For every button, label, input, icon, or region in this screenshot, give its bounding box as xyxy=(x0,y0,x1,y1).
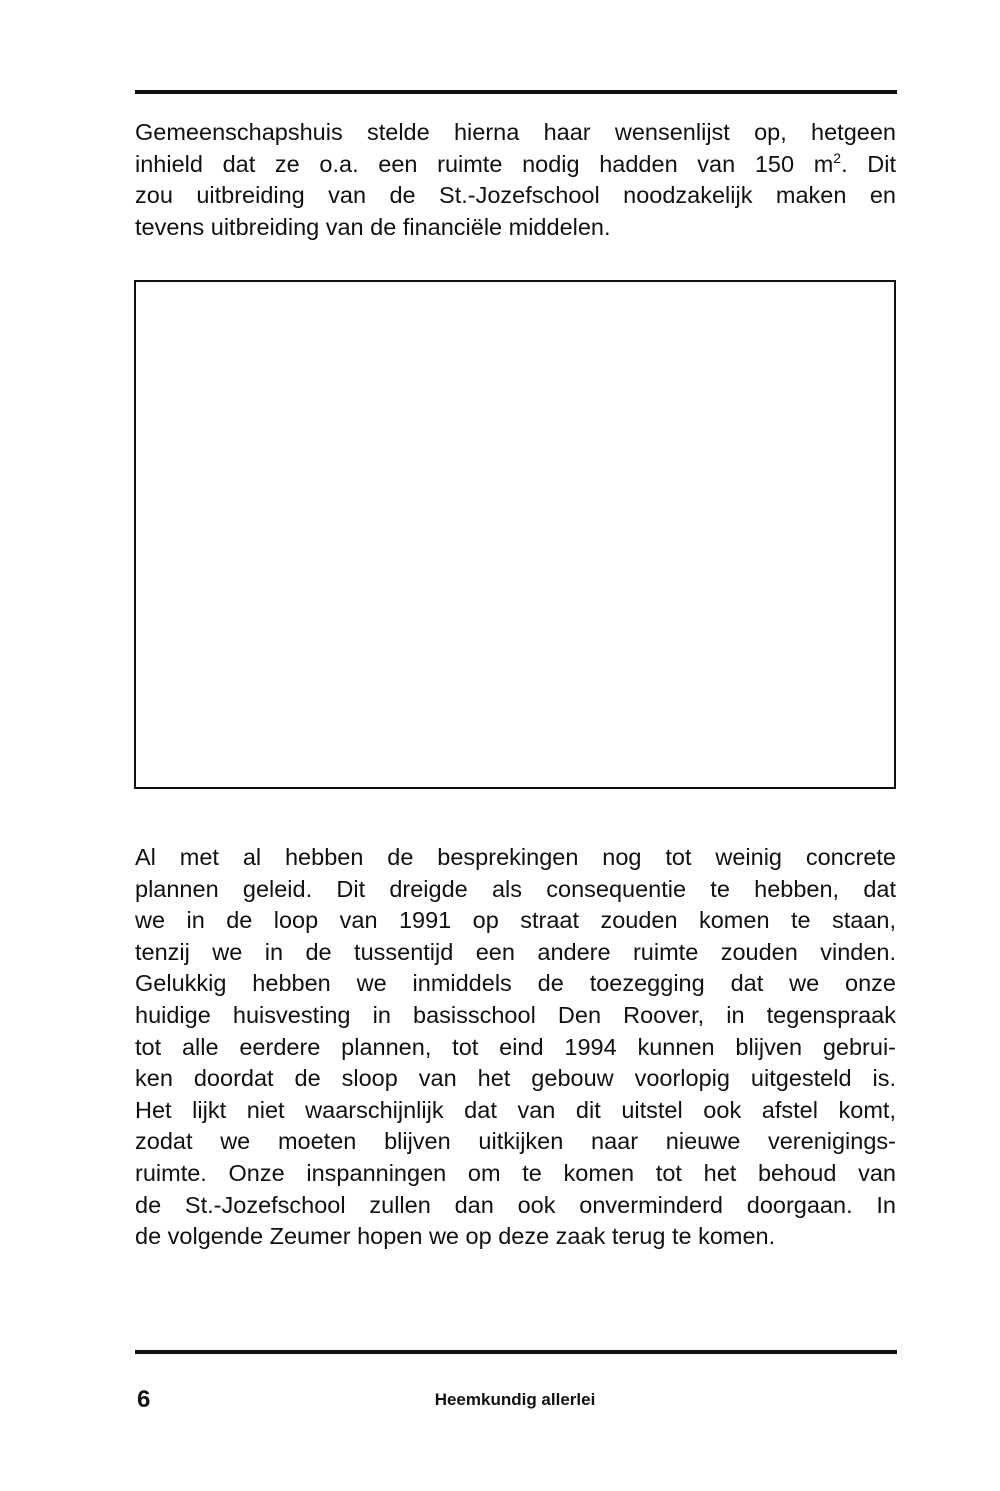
text-line: zodat we moeten blijven uitkijken naar nieuwe verenigings- xyxy=(135,1128,896,1155)
text-line: Al met al hebben de besprekingen nog tot weinig concrete xyxy=(135,844,896,870)
text-line: de volgende Zeumer hopen we op deze zaak terug te komen. xyxy=(135,1223,776,1250)
superscript: 2 xyxy=(833,149,842,166)
top-rule xyxy=(135,90,897,94)
text-line: ken doordat de sloop van het gebouw voorlopig uitgesteld is. xyxy=(135,1065,896,1092)
bottom-rule xyxy=(135,1350,897,1354)
text-line: zou uitbreiding van de St.-Jozefschool noodzakelijk maken en xyxy=(135,182,896,209)
text-line: Gemeenschapshuis stelde hierna haar wensenlijst op, hetgeen xyxy=(135,119,896,145)
text-line: huidige huisvesting in basisschool Den Roover, in tegenspraak xyxy=(135,1001,896,1028)
image-placeholder-frame xyxy=(134,280,896,789)
text-line: ruimte. Onze inspanningen om te komen tot het behoud van xyxy=(135,1159,896,1186)
text-line: tevens uitbreiding van de financiële middelen. xyxy=(135,213,611,240)
paragraph-1 xyxy=(135,117,896,243)
text-line: Het lijkt niet waarschijnlijk dat van dit uitstel ook afstel komt, xyxy=(135,1096,896,1123)
text-line: tenzij we in de tussentijd een andere ruimte zouden vinden. xyxy=(135,938,896,965)
page-number: 6 xyxy=(137,1386,151,1413)
publication-title: Heemkundig allerlei xyxy=(434,1390,596,1409)
text-line: Gelukkig hebben we inmiddels de toezegging dat we onze xyxy=(135,970,896,997)
text-line: plannen geleid. Dit dreigde als consequentie te hebben, dat xyxy=(135,875,896,902)
text-line: de St.-Jozefschool zullen dan ook onverminderd doorgaan. In xyxy=(135,1191,896,1218)
text-line: inhield dat ze o.a. een ruimte nodig hadden van 150 $m^2$. Dit xyxy=(135,149,897,177)
paragraph-2 xyxy=(135,842,896,1253)
text-line: tot alle eerdere plannen, tot eind 1994 kunnen blijven gebrui- xyxy=(135,1033,896,1060)
text-line: we in de loop van 1991 op straat zouden komen te staan, xyxy=(135,907,896,934)
